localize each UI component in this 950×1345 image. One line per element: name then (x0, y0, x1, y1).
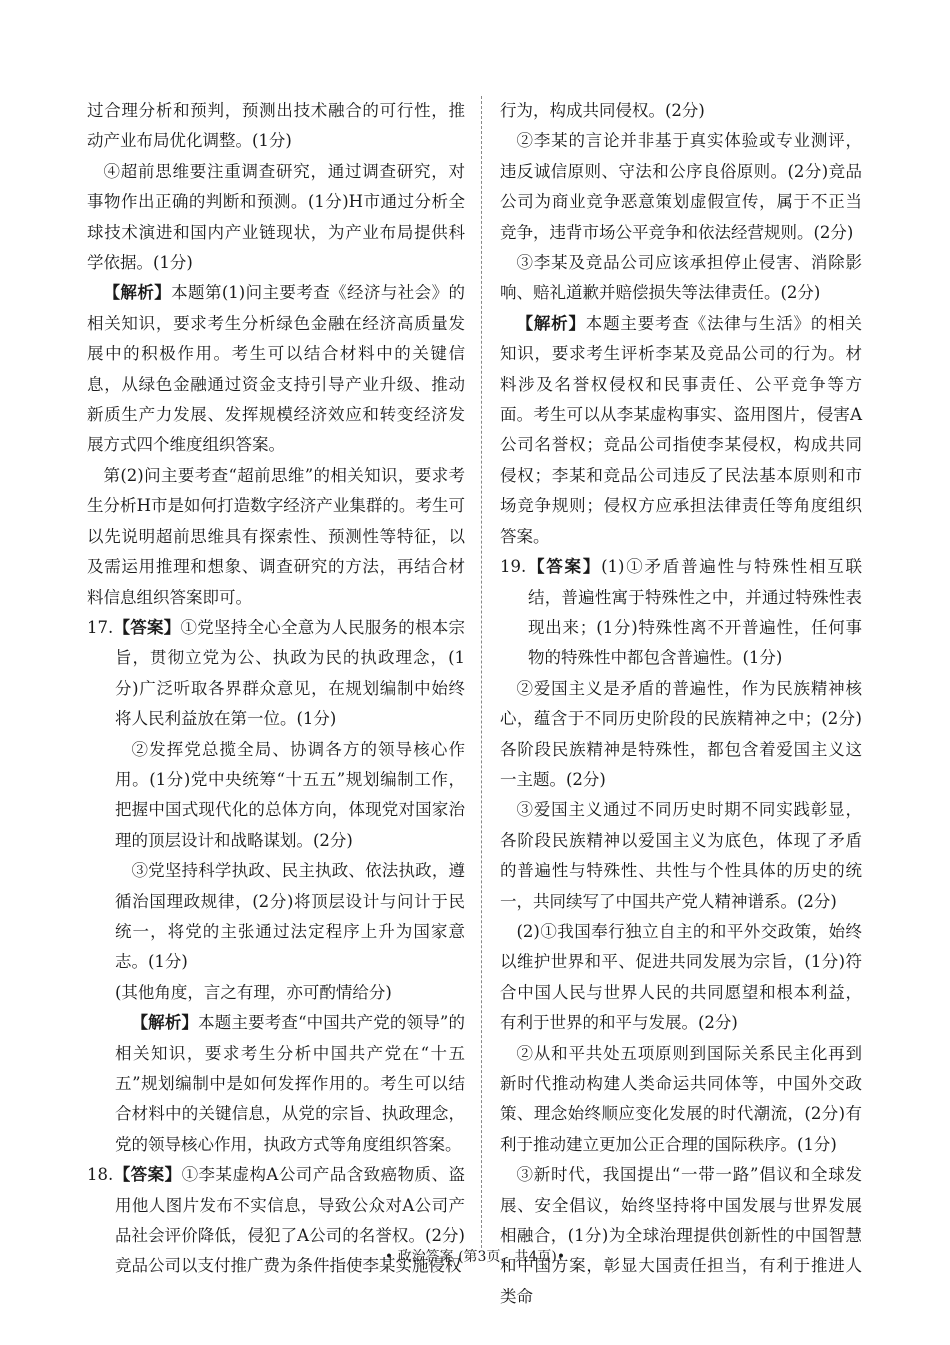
analysis-paragraph (87, 1008, 465, 1160)
answer-tag: 【答案】 (113, 617, 181, 637)
answer-text: ①李某虚构A公司产品含致癌物质、盗用他人图片发布不实信息，导致公众对A公司产品社会评价降低，侵犯了A公司的名誉权。(2分)竞品公司以支付推广费为条件指使李某实施侵权 (115, 1165, 465, 1276)
paragraph: 过合理分析和预判，预测出技术融合的可行性，推动产业布局优化调整。(1分) (87, 101, 465, 151)
analysis-paragraph (87, 278, 465, 460)
paragraph: ③党坚持科学执政、民主执政、依法执政，遵循治国理政规律，(2分)将顶层设计与问计于民统一，将党的主张通过法定程序上升为国家意志。(1分) (115, 861, 465, 972)
analysis-paragraph (500, 309, 862, 552)
paragraph: ④超前思维要注重调查研究，通过调查研究，对事物作出正确的判断和预测。(1分)H市通过分析全球技术演进和国内产业链现状，为产业布局提供科学依据。(1分) (87, 161, 465, 273)
left-column (87, 96, 465, 1282)
paragraph: ②李某的言论并非基于真实体验或专业测评，违反诚信原则、守法和公序良俗原则。(2分)竞品公司为商业竞争恶意策划虚假宣传，属于不正当竞争，违背市场公平竞争和依法经营规则。(2分) (500, 131, 862, 242)
column-divider (481, 96, 482, 1248)
paragraph: ③爱国主义通过不同历史时期不同实践彰显，各阶段民族精神以爱国主义为底色，体现了矛盾的普遍性与特殊性、共性与个性具体的历史的统一，共同续写了中国共产党人精神谱系。(2分) (500, 800, 862, 911)
question-number: 19. (500, 557, 527, 577)
analysis-tag: 【解析】 (131, 1013, 199, 1033)
paragraph: (其他角度，言之有理，亦可酌情给分) (115, 982, 392, 1002)
paragraph: ②从和平共处五项原则到国际关系民主化再到新时代推动构建人类命运共同体等，中国外交政策、理念始终顺应变化发展的时代潮流，(2分)有利于推动建立更加公正合理的国际秩序。(1分) (500, 1043, 862, 1154)
paragraph: 第(2)问主要考查“超前思维”的相关知识，要求考生分析H市是如何打造数字经济产业集群的。考生可以先说明超前思维具有探索性、预测性等特征，以及需运用推理和想象、调查研究的方法，再结合材料信息组织答案即可。 (87, 465, 465, 607)
answer-tag: 【答案】 (526, 557, 602, 577)
analysis-text: 本题主要考查“中国共产党的领导”的相关知识，要求考生分析中国共产党在“十五五”规划编制中是如何发挥作用的。考生可以结合材料中的关键信息，从党的宗旨、执政理念，党的领导核心作用，执政方式等角度组织答案。 (115, 1013, 465, 1154)
answer-text: (1)①矛盾普遍性与特殊性相互联结，普遍性寓于特殊性之中，并通过特殊性表现出来；(1分)特殊性离不开普遍性，任何事物的特殊性中都包含普遍性。(1分) (528, 557, 863, 668)
paragraph: ③新时代，我国提出“一带一路”倡议和全球发展、安全倡议，始终坚持将中国发展与世界发展相融合，(1分)为全球治理提供创新性的中国智慧和中国方案，彰显大国责任担当，有利于推进人类命 (500, 1165, 862, 1306)
answer-text: ①党坚持全心全意为人民服务的根本宗旨，贯彻立党为公、执政为民的执政理念，(1分)广泛听取各界群众意见，在规划编制中始终将人民利益放在第一位。(1分) (115, 617, 465, 729)
paragraph: ②爱国主义是矛盾的普遍性，作为民族精神核心，蕴含于不同历史阶段的民族精神之中；(2分)各阶段民族精神是特殊性，都包含着爱国主义这一主题。(2分) (500, 678, 862, 789)
question-17-answer (87, 613, 465, 735)
question-number: 17. (87, 617, 114, 637)
paragraph: 行为，构成共同侵权。(2分) (500, 101, 705, 120)
question-19-answer (500, 552, 862, 674)
analysis-text: 本题第(1)问主要考查《经济与社会》的相关知识，要求考生分析绿色金融在经济高质量发展中的积极作用。考生可以结合材料中的关键信息，从绿色金融通过资金支持引导产业升级、推动新质生产力发展、发挥规模经济效应和转变经济发展方式四个维度组织答案。 (87, 283, 465, 455)
page-footer: • 政治答案 (第3页，共4页)• (384, 1249, 566, 1265)
paragraph: ③李某及竞品公司应该承担停止侵害、消除影响、赔礼道歉并赔偿损失等法律责任。(2分) (500, 253, 862, 303)
answer-tag: 【答案】 (113, 1165, 182, 1185)
question-number: 18. (87, 1165, 114, 1185)
analysis-tag: 【解析】 (103, 283, 172, 303)
analysis-text: 本题主要考查《法律与生活》的相关知识，要求考生评析李某及竞品公司的行为。材料涉及名誉权侵权和民事责任、公平竞争等方面。考生可以从李某虚构事实、盗用图片，侵害A公司名誉权；竞品公司指使李某侵权，构成共同侵权；李某和竞品公司违反了民法基本原则和市场竞争规则；侵权方应承担法律责任等角度组织答案。 (500, 313, 863, 546)
paragraph: (2)①我国奉行独立自主的和平外交政策，始终以维护世界和平、促进共同发展为宗旨，(1分)符合中国人民与世界人民的共同愿望和根本利益，有利于世界的和平与发展。(2分) (500, 921, 862, 1033)
right-column (500, 96, 862, 1312)
analysis-tag: 【解析】 (516, 313, 586, 333)
paragraph: ②发挥党总揽全局、协调各方的领导核心作用。(1分)党中央统筹“十五五”规划编制工作，把握中国式现代化的总体方向，体现党对国家治理的顶层设计和战略谋划。(2分) (115, 739, 465, 850)
